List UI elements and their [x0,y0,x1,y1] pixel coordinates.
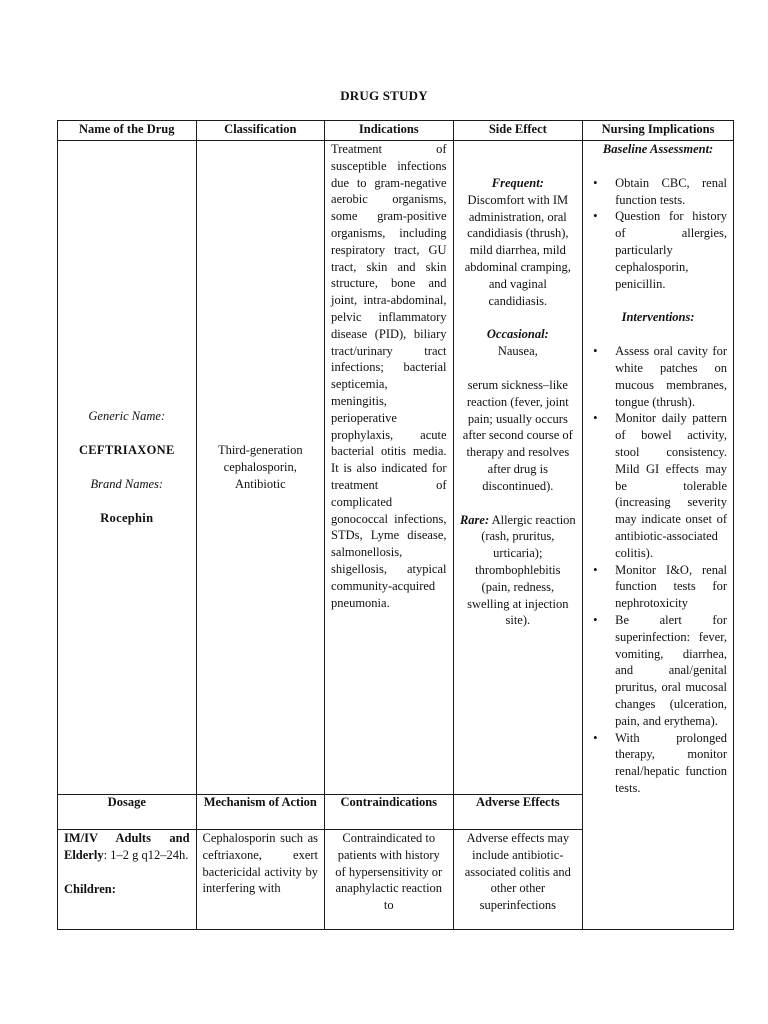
adverse-effects-text: Adverse effects may include antibiotic-associated colitis and other other superinfections [464,831,571,913]
rare-text: Allergic reaction (rash, pruritus, urticaria); thrombophlebitis (pain, redness, swelling at injection site). [467,512,576,628]
baseline-list [589,175,727,293]
list-item: • Assess oral cavity for white patches on mucous membranes, tongue (thrush). [589,343,727,410]
list-item: • Obtain CBC, renal function tests. [589,175,727,209]
dosage-cell [58,830,197,930]
drug-study-table [57,120,734,930]
generic-name: CEFTRIAXONE [78,443,175,458]
list-item: • Be alert for superinfection: fever, vomiting, diarrhea, and anal/genital pruritus, oral mucosal changes (ulceration, pain, and erythema). [589,612,727,730]
drug-name-cell [58,141,197,795]
header-adverse-effects: Adverse Effects [453,795,583,830]
occasional-label: Occasional: [486,327,549,342]
header-dosage: Dosage [58,795,197,830]
header-contraindications: Contraindications [325,795,453,830]
header-row [58,121,734,141]
header-indications: Indications [325,121,453,141]
header-drug-name: Name of the Drug [58,121,197,141]
contraindications-text: Contraindicated to patients with history of hypersensitivity or anaphylactic reaction to [335,831,443,913]
generic-name-label: Generic Name: [88,409,166,424]
interventions-label: Interventions: [621,310,695,325]
brand-name-label: Brand Names: [90,477,164,491]
list-item: • Question for history of allergies, particularly cephalosporin, penicillin. [589,208,727,292]
indications-cell [325,141,453,795]
header-mechanism: Mechanism of Action [196,795,324,830]
rare-label: Rare: [459,512,490,527]
main-row [58,141,734,795]
nursing-implications-cell [583,141,734,930]
baseline-assessment-label: Baseline Assessment: [602,142,714,156]
header-classification: Classification [196,121,324,141]
classification-cell [196,141,324,795]
occasional-text-2: serum sickness–like reaction (fever, joint pain; usually occurs after second course of therapy and resolves after drug is discontinued). [462,377,573,493]
frequent-label: Frequent: [491,176,544,190]
adult-dose-text: : 1–2 g q12–24h. [103,847,189,862]
list-item: • Monitor daily pattern of bowel activity, stool consistency. Mild GI effects may be tolerable (increasing severity may indicate onset of antibiotic-associated colitis). [589,410,727,561]
brand-name: Rocephin [100,510,154,525]
list-item: • Monitor I&O, renal function tests for nephrotoxicity [589,562,727,612]
header-nursing-implications: Nursing Implications [583,121,734,141]
page-title: DRUG STUDY [340,88,428,103]
list-item: • With prolonged therapy, monitor renal/hepatic function tests. [589,730,727,797]
classification-text: Third-generation cephalosporin, Antibiotic [217,443,303,491]
rare-effects [460,512,577,630]
interventions-list [589,343,727,797]
contraindications-cell [325,830,453,930]
mechanism-cell [196,830,324,930]
indications-text: Treatment of susceptible infections due to gram-negative aerobic organisms, some gram-positive organisms, including respiratory tract, GU tract, skin and skin structure, bone and joint, intra-abdominal, pelvic inflammatory disease (PID), biliary tract/urinary tract infections; bacterial septicemia, meningitis, perioperative prophylaxis, acute bacterial otitis media. It is also indicated for treatment of complicated gonococcal infections, STDs, Lyme disease, salmonellosis, shigellosis, atypical community-acquired pneumonia. [331,142,447,610]
occasional-text-1: Nausea, [497,344,538,359]
adverse-effects-cell [453,830,583,930]
children-dose-label: Children: [64,881,116,896]
adult-dose-label: IM/IV Adults and Elderly [64,831,190,862]
mechanism-text: Cephalosporin such as ceftriaxone, exert bactericidal activity by interfering with [202,831,319,896]
side-effect-cell [453,141,583,795]
header-side-effect: Side Effect [453,121,583,141]
frequent-text: Discomfort with IM administration, oral candidiasis (thrush), mild diarrhea, mild abdominal cramping, and vaginal candidiasis. [464,192,571,308]
